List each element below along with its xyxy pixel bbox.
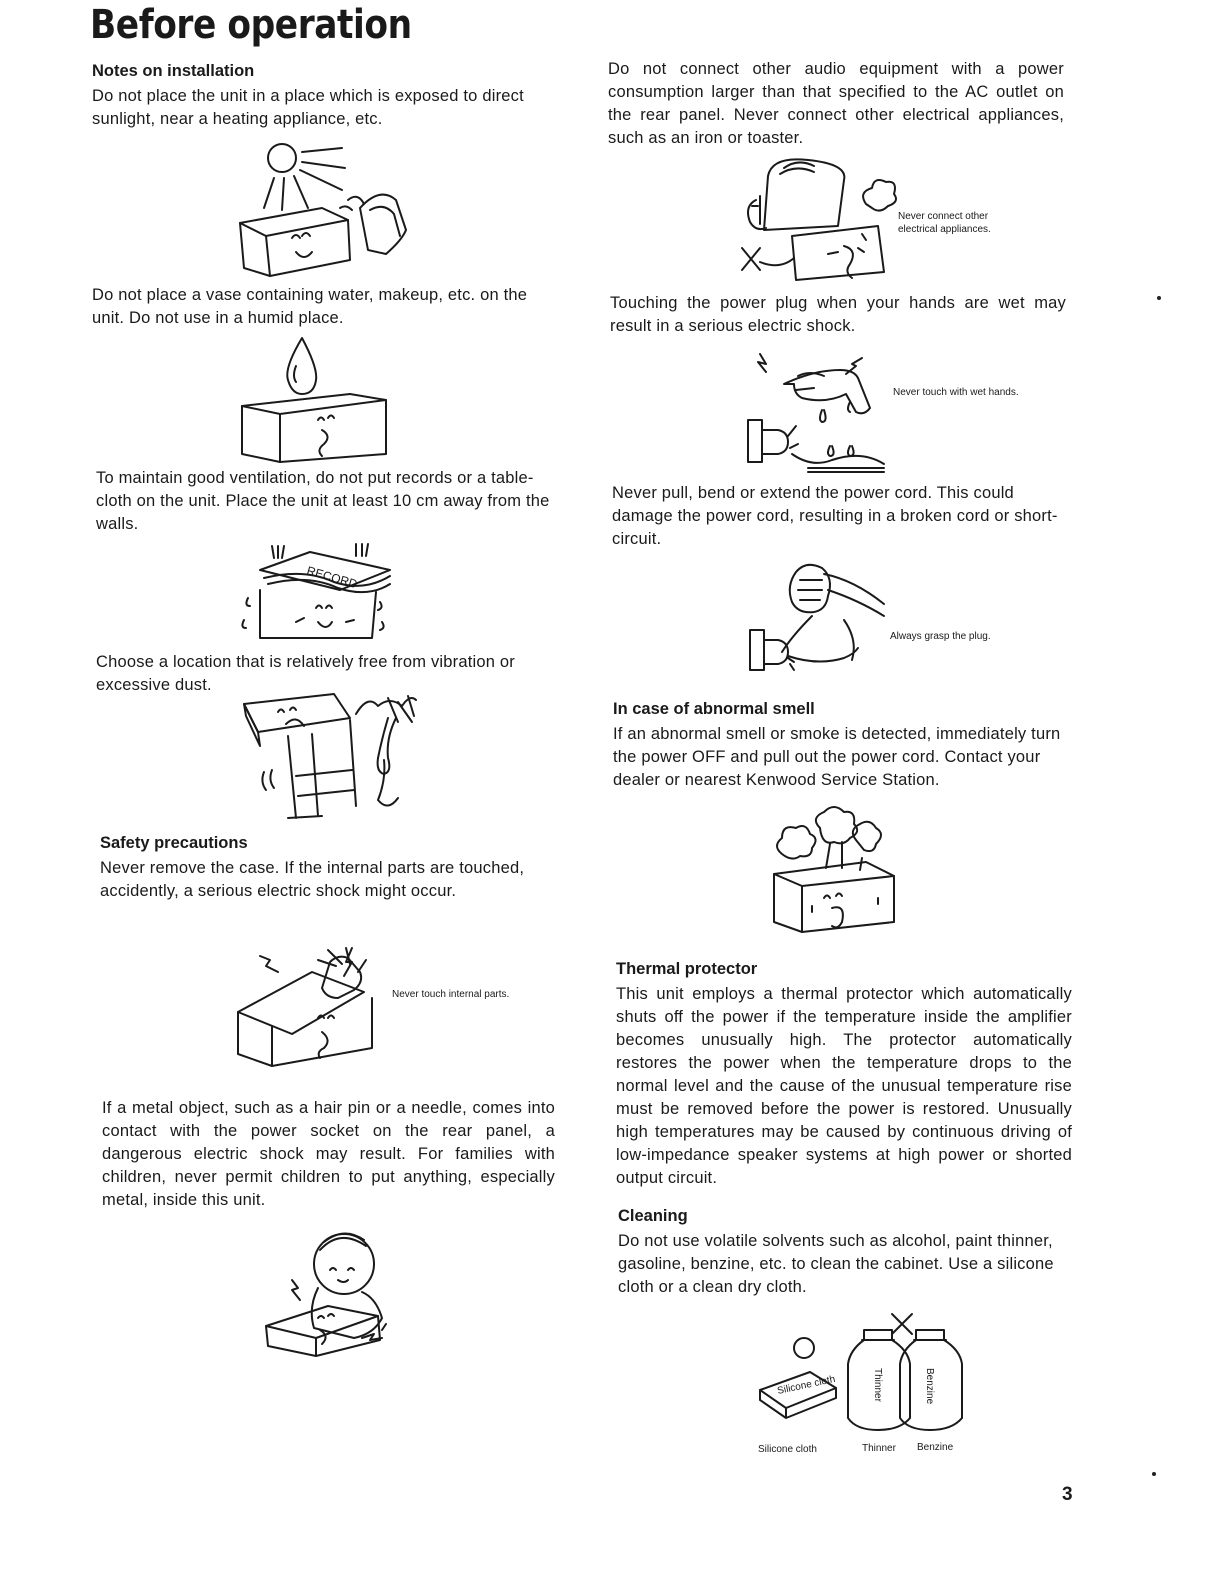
- internal-parts-illustration: [232, 942, 392, 1077]
- installation-sunlight-text: Do not place the unit in a place which is exposed to direct sunlight, near a heating appliance, etc.: [92, 87, 524, 128]
- thermal-protector-text: This unit employs a thermal protector which automatically shuts off the power if the temperature inside the amplifier becomes unusually high. The protector automatically restores the power when the temperature drops to the normal level and the cause of the unusual temperature rise must be removed before the power is restored. Unusually high temperatures may be caused by continuous driving of low-impedance speaker systems at high power or shorted output circuit.: [616, 985, 1072, 1187]
- ventilation-text: To maintain good ventilation, do not put records or a table-cloth on the unit. Place the unit at least 10 cm away from the walls.: [96, 469, 550, 533]
- margin-mark-bottom: [1152, 1472, 1156, 1476]
- vase-warning-text: Do not place a vase containing water, makeup, etc. on the unit. Do not use in a humid place.: [92, 286, 528, 327]
- sunlight-illustration: [230, 138, 420, 283]
- safety-case-text: Never remove the case. If the internal parts are touched, accidently, a serious electric shock might occur.: [100, 859, 525, 900]
- vibration-illustration: [238, 690, 428, 825]
- wet-hands-illustration: [738, 350, 888, 475]
- bottle-thinner-text: Thinner: [872, 1368, 883, 1402]
- bottle-benzine-text: Benzine: [924, 1368, 935, 1405]
- metal-object-text: If a metal object, such as a hair pin or a needle, comes into contact with the power socket on the rear panel, a dangerous electric shock may result. For families with children, never permit children to put anything, especially metal, inside this unit.: [102, 1099, 555, 1209]
- power-consumption-text-block: [608, 58, 1064, 150]
- grasp-plug-caption: Always grasp the plug.: [890, 631, 991, 642]
- installation-heading: Notes on installation: [92, 62, 255, 80]
- silicone-cloth-label: Silicone cloth: [758, 1444, 817, 1455]
- appliances-caption: Never connect other electrical appliances.: [898, 211, 991, 235]
- vase-text-block: [92, 284, 548, 330]
- power-cord-text: Never pull, bend or extend the power cord. This could damage the power cord, resulting in a broken cord or short-circuit.: [612, 484, 1058, 548]
- ventilation-text-block: [96, 467, 552, 536]
- thinner-label: Thinner: [862, 1443, 896, 1454]
- smoke-illustration: [770, 806, 900, 936]
- abnormal-smell-heading: In case of abnormal smell: [613, 700, 815, 718]
- wet-hands-caption: Never touch with wet hands.: [893, 387, 1019, 398]
- vase-illustration: [240, 336, 390, 466]
- record-illustration: [240, 540, 400, 640]
- thermal-protector-section: [616, 960, 1072, 1190]
- wet-hands-text: Touching the power plug when your hands are wet may result in a serious electric shock.: [610, 294, 1066, 335]
- cleaning-text: Do not use volatile solvents such as alcohol, paint thinner, gasoline, benzine, etc. to clean the cabinet. Use a silicone cloth or a clean dry cloth.: [618, 1232, 1054, 1296]
- page-title: Before operation: [90, 2, 412, 48]
- abnormal-smell-text: If an abnormal smell or smoke is detected, immediately turn the power OFF and pull out the power cord. Contact your dealer or nearest Kenwood Service Station.: [613, 725, 1061, 789]
- grasp-plug-illustration: [744, 560, 894, 675]
- metal-object-text-block: [102, 1097, 555, 1212]
- page-number: 3: [1062, 1484, 1073, 1505]
- power-cord-text-block: [612, 482, 1068, 551]
- margin-mark-top: [1157, 296, 1161, 300]
- installation-section: [92, 62, 548, 131]
- cleaning-section: [618, 1207, 1074, 1299]
- child-illustration: [258, 1228, 408, 1358]
- safety-section: [100, 834, 556, 903]
- wet-hands-text-block: [610, 292, 1066, 338]
- cleaning-illustration: [752, 1310, 982, 1440]
- abnormal-smell-section: [613, 700, 1069, 792]
- power-consumption-text: Do not connect other audio equipment with a power consumption larger than that specified to the AC outlet on the rear panel. Never connect other electrical appliances, such as an iron or toaster.: [608, 60, 1064, 147]
- safety-heading: Safety precautions: [100, 834, 248, 852]
- toaster-illustration: [738, 156, 898, 286]
- record-label: RECORD: [305, 563, 360, 592]
- thermal-protector-heading: Thermal protector: [616, 960, 758, 978]
- internal-parts-caption: Never touch internal parts.: [392, 989, 510, 1000]
- benzine-label: Benzine: [917, 1442, 954, 1453]
- cloth-text: Silicone cloth: [776, 1373, 837, 1397]
- cleaning-heading: Cleaning: [618, 1207, 688, 1225]
- vibration-text: Choose a location that is relatively free from vibration or excessive dust.: [96, 653, 515, 694]
